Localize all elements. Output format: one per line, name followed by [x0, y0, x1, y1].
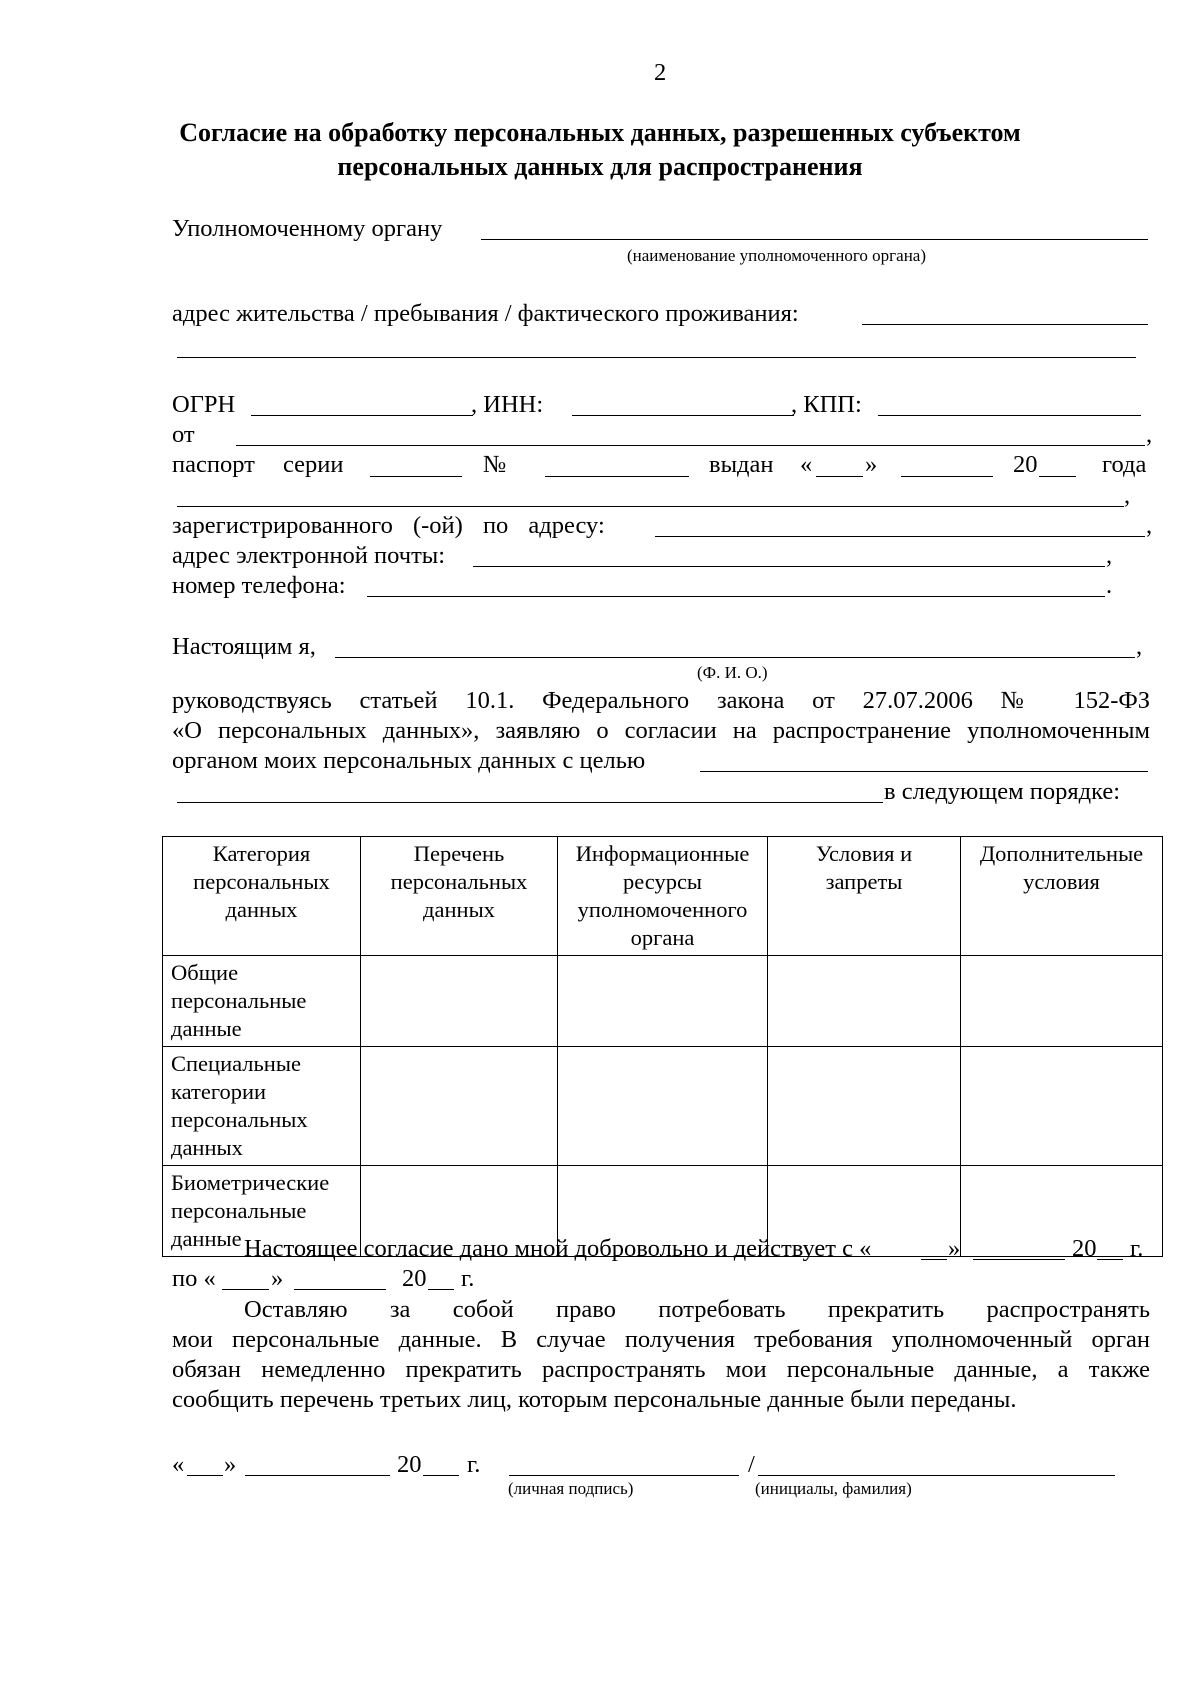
- signature-g: г.: [467, 1451, 481, 1478]
- body-line-1: руководствуясь статьей 10.1. Федерального закона от 27.07.2006 № 152-ФЗ: [172, 687, 1150, 714]
- fio-comma: ,: [1136, 633, 1143, 660]
- signature-slash: /: [748, 1451, 755, 1478]
- email-label: адрес электронной почты:: [172, 542, 446, 569]
- passport-label: паспорт: [172, 451, 255, 478]
- signature-hint: (личная подпись): [508, 1479, 634, 1498]
- reserve-line-4: сообщить перечень третьих лиц, которым персональные данные были переданы.: [172, 1386, 1017, 1413]
- signature-year-prefix: 20: [397, 1451, 422, 1478]
- passport-issuer-comma: ,: [1124, 482, 1131, 509]
- table-cell[interactable]: [961, 1047, 1163, 1166]
- body-line-2: «О персональных данных», заявляю о согласии на распространение уполномоченным: [172, 717, 1150, 744]
- order-label: в следующем порядке:: [884, 778, 1121, 805]
- phone-field[interactable]: [367, 596, 1105, 597]
- passport-series-field[interactable]: [370, 476, 462, 477]
- kpp-label: , КПП:: [791, 391, 862, 418]
- ogrn-label: ОГРН: [172, 391, 236, 418]
- from-field[interactable]: [236, 445, 1145, 446]
- registered-label: зарегистрированного (-ой) по адресу:: [172, 512, 605, 539]
- validity-start-day-field[interactable]: [921, 1259, 947, 1260]
- passport-issuer-field[interactable]: [177, 506, 1124, 507]
- reserve-line-3: обязан немедленно прекратить распространять мои персональные данные, а также: [172, 1356, 1150, 1383]
- passport-year-prefix: 20: [1013, 451, 1038, 478]
- name-hint: (инициалы, фамилия): [755, 1479, 912, 1498]
- address-field[interactable]: [862, 324, 1148, 325]
- from-comma: ,: [1146, 421, 1153, 448]
- validity-end-prefix: по «: [172, 1265, 216, 1292]
- validity-end-month-field[interactable]: [294, 1289, 386, 1290]
- inn-label: , ИНН:: [471, 391, 544, 418]
- fio-hint: (Ф. И. О.): [697, 663, 768, 682]
- table-cell[interactable]: [768, 1047, 961, 1166]
- signature-day-field[interactable]: [187, 1475, 223, 1476]
- email-comma: ,: [1106, 542, 1113, 569]
- table-cell[interactable]: [558, 956, 768, 1047]
- table-header-list: Перечень персональных данных: [361, 837, 558, 956]
- phone-label: номер телефона:: [172, 572, 346, 599]
- table-row: [163, 956, 1163, 1047]
- document-title-line-1: Согласие на обработку персональных данных, разрешенных субъектом: [179, 118, 1021, 147]
- purpose-field[interactable]: [700, 771, 1148, 772]
- registered-field[interactable]: [655, 536, 1145, 537]
- table-header-category: Категория персональных данных: [163, 837, 361, 956]
- table-header-row: [163, 837, 1163, 956]
- validity-end-year-field[interactable]: [428, 1289, 454, 1290]
- validity-start-quote-close: »: [948, 1235, 961, 1262]
- validity-start-g: г.: [1130, 1235, 1144, 1262]
- from-label: от: [172, 421, 195, 448]
- purpose-field-line-2[interactable]: [177, 802, 883, 803]
- table-header-conditions: Условия и запреты: [768, 837, 961, 956]
- table-cell[interactable]: [961, 956, 1163, 1047]
- validity-end-day-field[interactable]: [222, 1289, 269, 1290]
- phone-period: .: [1106, 572, 1113, 599]
- address-label: адрес жительства / пребывания / фактического проживания:: [172, 300, 799, 327]
- table-row: [163, 1047, 1163, 1166]
- validity-start-month-field[interactable]: [973, 1259, 1065, 1260]
- organ-field[interactable]: [481, 239, 1148, 240]
- fio-field[interactable]: [335, 657, 1135, 658]
- passport-day-field[interactable]: [816, 476, 863, 477]
- passport-month-field[interactable]: [901, 476, 993, 477]
- page-number: 2: [654, 59, 667, 86]
- validity-start-year-field[interactable]: [1097, 1259, 1123, 1260]
- passport-year-suffix: года: [1102, 451, 1147, 478]
- table-header-resources: Информационные ресурсы уполномоченного органа: [558, 837, 768, 956]
- kpp-field[interactable]: [878, 415, 1141, 416]
- hereby-label: Настоящим я,: [172, 633, 316, 660]
- table-row-label: Биометрические персональные данные: [163, 1166, 361, 1257]
- passport-day-quote-close: »: [865, 451, 878, 478]
- validity-end-quote-close: »: [271, 1265, 284, 1292]
- passport-issued-label: выдан: [709, 451, 774, 478]
- ogrn-field[interactable]: [251, 415, 473, 416]
- table-cell[interactable]: [361, 956, 558, 1047]
- table-header-additional: Дополнительные условия: [961, 837, 1163, 956]
- validity-start-year-prefix: 20: [1072, 1235, 1097, 1262]
- table-row-label: Общие персональные данные: [163, 956, 361, 1047]
- table-cell[interactable]: [361, 1047, 558, 1166]
- passport-number-field[interactable]: [545, 476, 689, 477]
- registered-comma: ,: [1146, 512, 1153, 539]
- email-field[interactable]: [473, 566, 1105, 567]
- inn-field[interactable]: [572, 415, 794, 416]
- organ-label: Уполномоченному органу: [172, 215, 443, 242]
- personal-data-table: [162, 836, 1163, 1257]
- table-row-label: Специальные категории персональных данных: [163, 1047, 361, 1166]
- passport-day-quote-open: «: [800, 451, 813, 478]
- body-line-3: органом моих персональных данных с целью: [172, 747, 646, 774]
- signature-month-field[interactable]: [245, 1475, 390, 1476]
- address-field-line-2[interactable]: [177, 357, 1136, 358]
- passport-number-label: №: [483, 451, 507, 478]
- signature-quote-open: «: [172, 1451, 185, 1478]
- signature-quote-close: »: [224, 1451, 237, 1478]
- personal-signature-field[interactable]: [509, 1475, 739, 1476]
- document-title-line-2: персональных данных для распространения: [337, 152, 863, 181]
- table-cell[interactable]: [558, 1047, 768, 1166]
- table-cell[interactable]: [768, 956, 961, 1047]
- initials-surname-field[interactable]: [758, 1475, 1115, 1476]
- signature-year-field[interactable]: [423, 1475, 459, 1476]
- validity-text: Настоящее согласие дано мной добровольно и действует с «: [244, 1235, 872, 1262]
- reserve-line-2: мои персональные данные. В случае получения требования уполномоченный орган: [172, 1326, 1150, 1353]
- organ-hint: (наименование уполномоченного органа): [627, 246, 927, 265]
- validity-end-year-prefix: 20: [402, 1265, 427, 1292]
- passport-series-label: серии: [283, 451, 344, 478]
- passport-year-field[interactable]: [1039, 476, 1076, 477]
- validity-end-g: г.: [461, 1265, 475, 1292]
- reserve-line-1: Оставляю за собой право потребовать прекратить распространять: [244, 1296, 1150, 1323]
